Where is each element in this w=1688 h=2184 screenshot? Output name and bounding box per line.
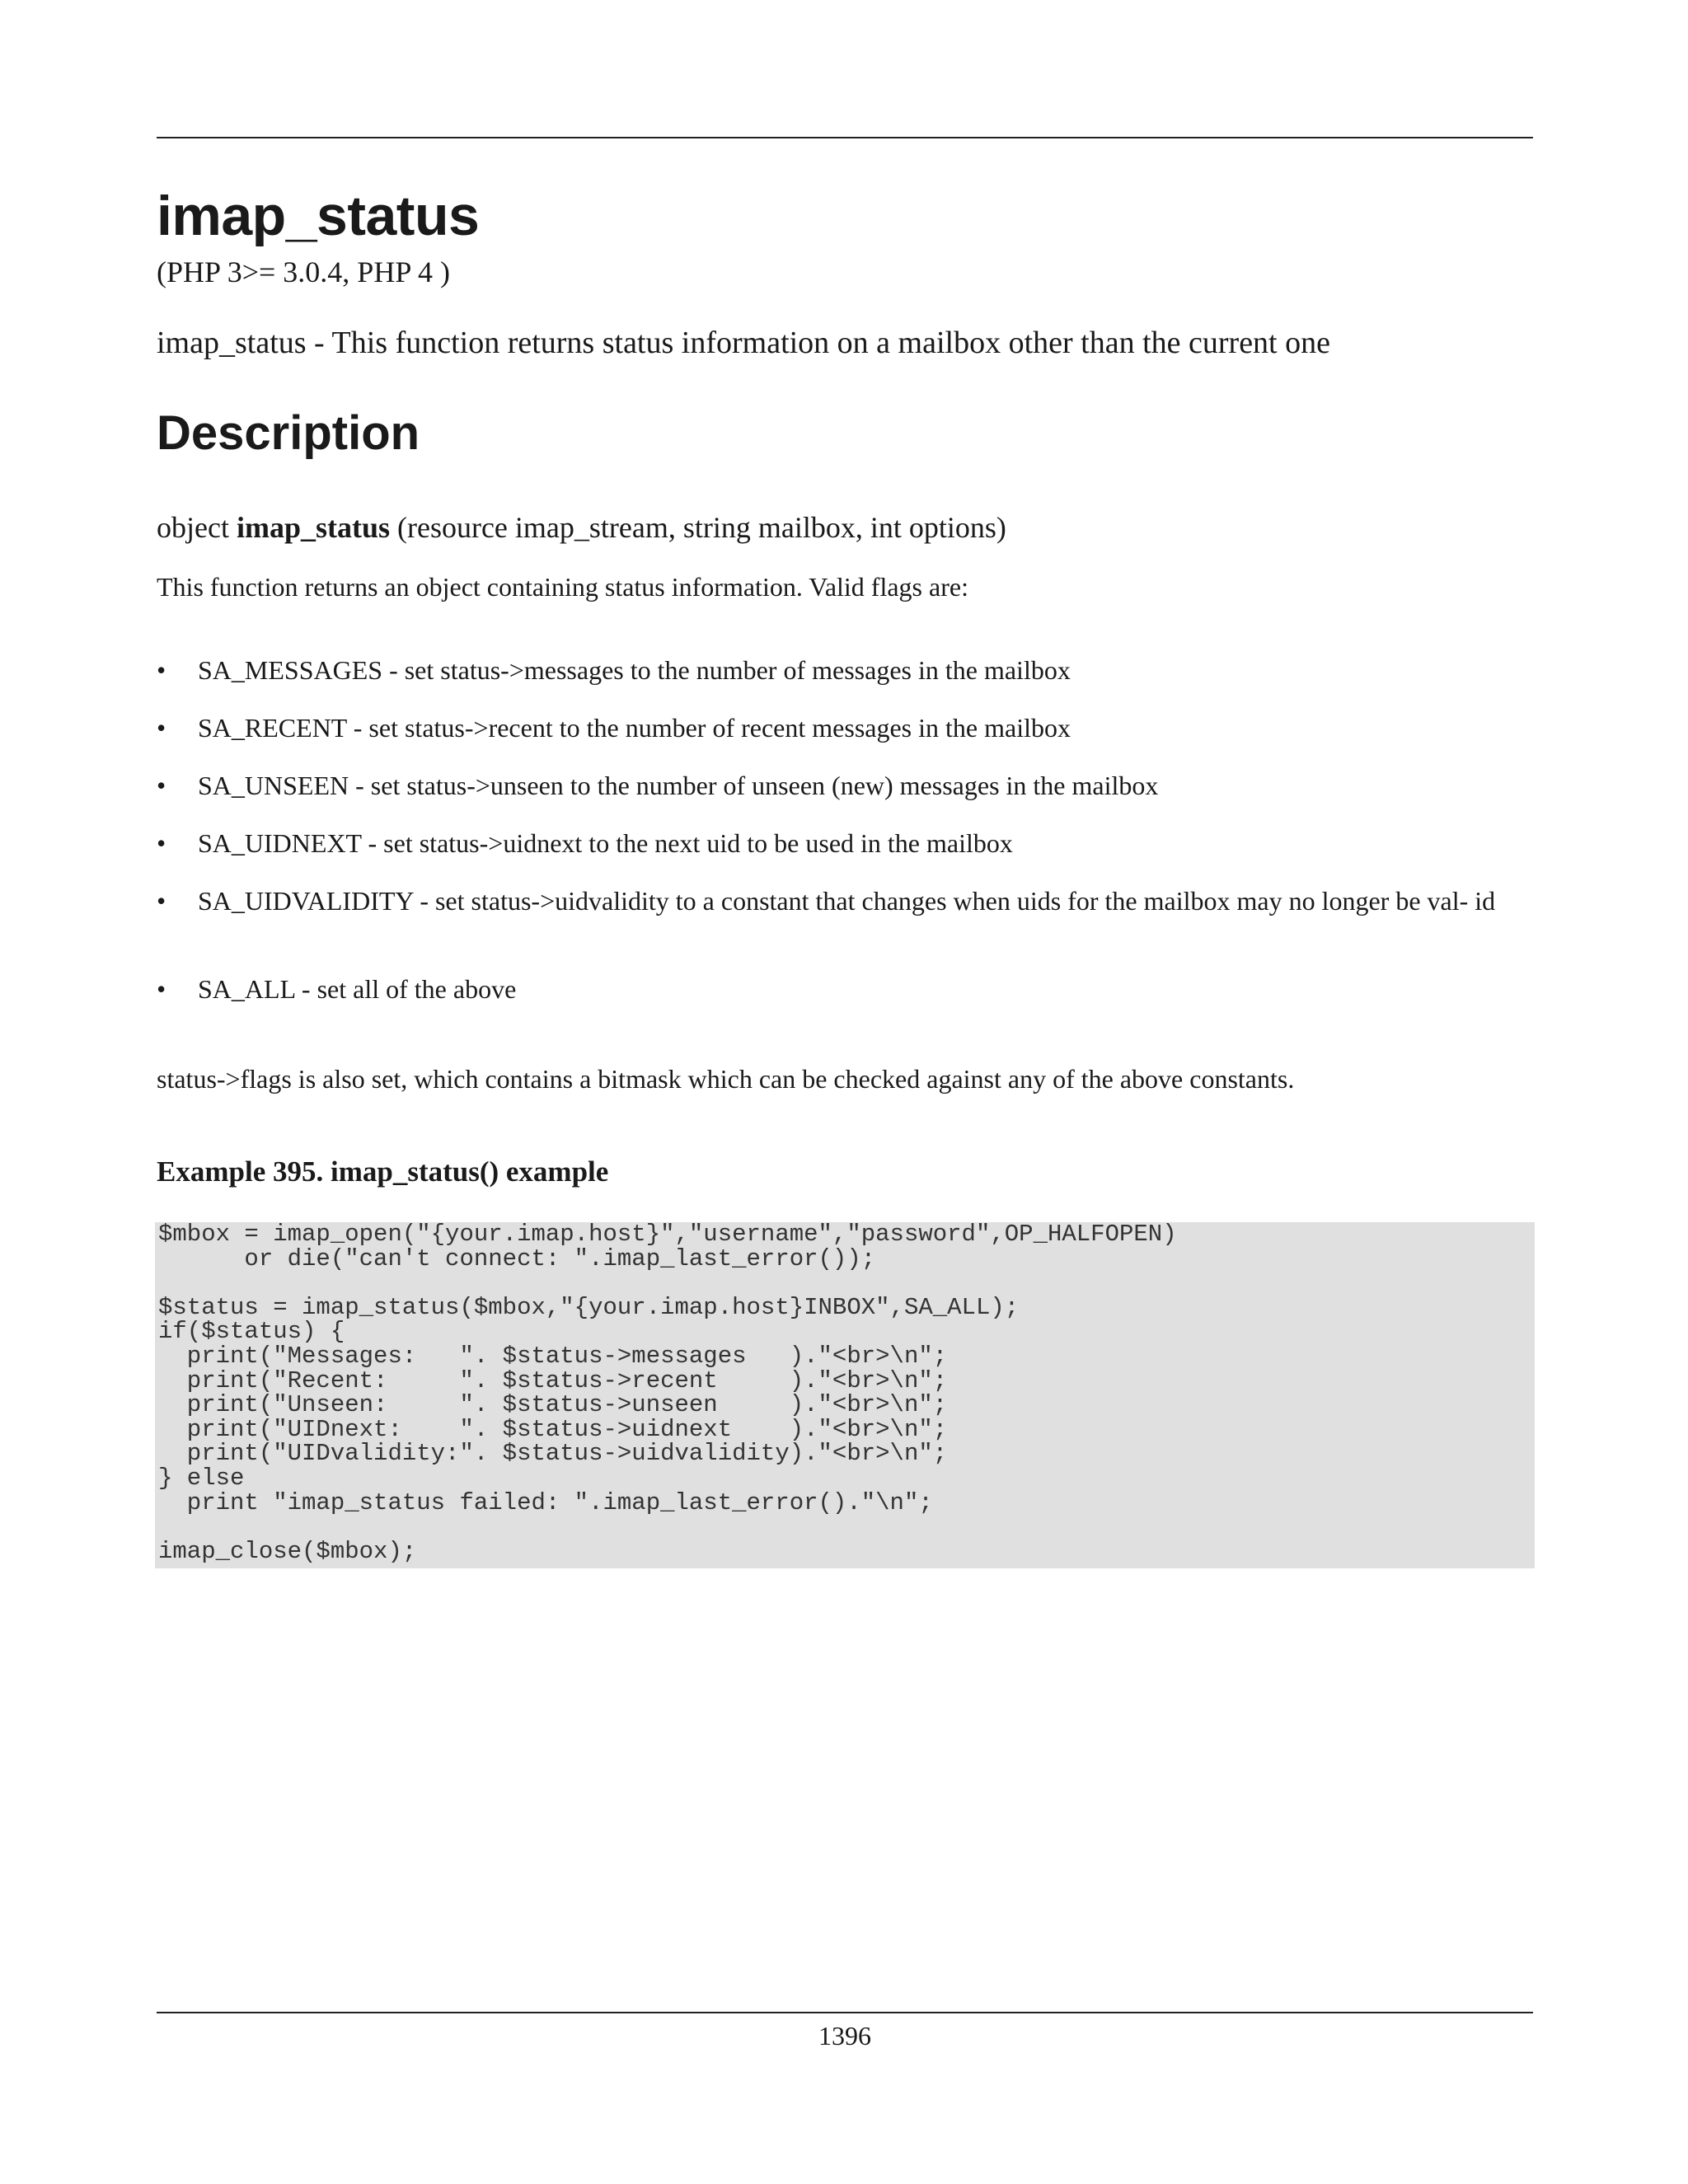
flag-description: SA_UIDVALIDITY - set status->uidvalidity to a constant that changes when uids for the mailbox may no longer be val- id xyxy=(198,886,1496,916)
code-line xyxy=(158,1515,1531,1540)
code-line: $mbox = imap_open("{your.imap.host}","username","password",OP_HALFOPEN) xyxy=(158,1221,1177,1248)
code-example xyxy=(155,1222,1535,1568)
code-line: } else xyxy=(158,1464,245,1492)
list-item xyxy=(157,771,1533,801)
list-item xyxy=(157,886,1533,916)
synopsis-return-type: object xyxy=(157,511,229,544)
code-line: print("UIDvalidity:". $status->uidvalidity)."<br>\n"; xyxy=(158,1440,948,1468)
page-title: imap_status xyxy=(157,185,480,247)
flag-description: SA_MESSAGES - set status->messages to the number of messages in the mailbox xyxy=(198,655,1071,685)
list-item xyxy=(157,828,1533,859)
bullet-icon: • xyxy=(157,828,166,858)
function-purpose: imap_status - This function returns status information on a mailbox other than the current one xyxy=(157,326,1330,360)
header-rule xyxy=(157,137,1533,138)
flag-description: SA_RECENT - set status->recent to the number of recent messages in the mailbox xyxy=(198,713,1071,743)
synopsis-function-name: imap_status xyxy=(236,511,390,544)
flags-note: status->flags is also set, which contains a bitmask which can be checked against any of the above constants. xyxy=(157,1064,1295,1094)
footer-rule xyxy=(157,2012,1533,2013)
code-line: imap_close($mbox); xyxy=(158,1537,417,1565)
code-line: print("Recent: ". $status->recent )."<br>\n"; xyxy=(158,1366,948,1394)
flag-description: SA_UNSEEN - set status->unseen to the number of unseen (new) messages in the mailbox xyxy=(198,771,1159,800)
code-line: or die("can't connect: ".imap_last_error()); xyxy=(158,1244,876,1272)
flag-description: SA_UIDNEXT - set status->uidnext to the next uid to be used in the mailbox xyxy=(198,828,1013,858)
list-item xyxy=(157,655,1533,686)
list-item xyxy=(157,713,1533,743)
version-info: (PHP 3>= 3.0.4, PHP 4 ) xyxy=(157,255,450,288)
code-line xyxy=(158,1271,1531,1296)
code-line: print("Messages: ". $status->messages )."<br>\n"; xyxy=(158,1342,948,1370)
bullet-icon: • xyxy=(157,655,166,685)
code-line: print("Unseen: ". $status->unseen )."<br>\n"; xyxy=(158,1391,948,1419)
code-line: $status = imap_status($mbox,"{your.imap.host}INBOX",SA_ALL); xyxy=(158,1293,1020,1321)
bullet-icon: • xyxy=(157,713,166,743)
code-line: if($status) { xyxy=(158,1318,345,1346)
code-line: print("UIDnext: ". $status->uidnext )."<br>\n"; xyxy=(158,1415,948,1443)
page-number: 1396 xyxy=(818,2021,871,2050)
list-item xyxy=(157,974,1533,1005)
bullet-icon: • xyxy=(157,974,166,1004)
intro-text: This function returns an object containing status information. Valid flags are: xyxy=(157,572,968,602)
flag-description: SA_ALL - set all of the above xyxy=(198,974,517,1004)
bullet-icon: • xyxy=(157,771,166,800)
bullet-icon: • xyxy=(157,886,166,916)
description-heading: Description xyxy=(157,406,420,460)
synopsis-params: (resource imap_stream, string mailbox, int options) xyxy=(397,511,1006,544)
document-page xyxy=(157,0,1533,2184)
example-title: Example 395. imap_status() example xyxy=(157,1155,609,1188)
function-synopsis xyxy=(157,513,1006,542)
code-line: print "imap_status failed: ".imap_last_error()."\n"; xyxy=(158,1488,933,1516)
